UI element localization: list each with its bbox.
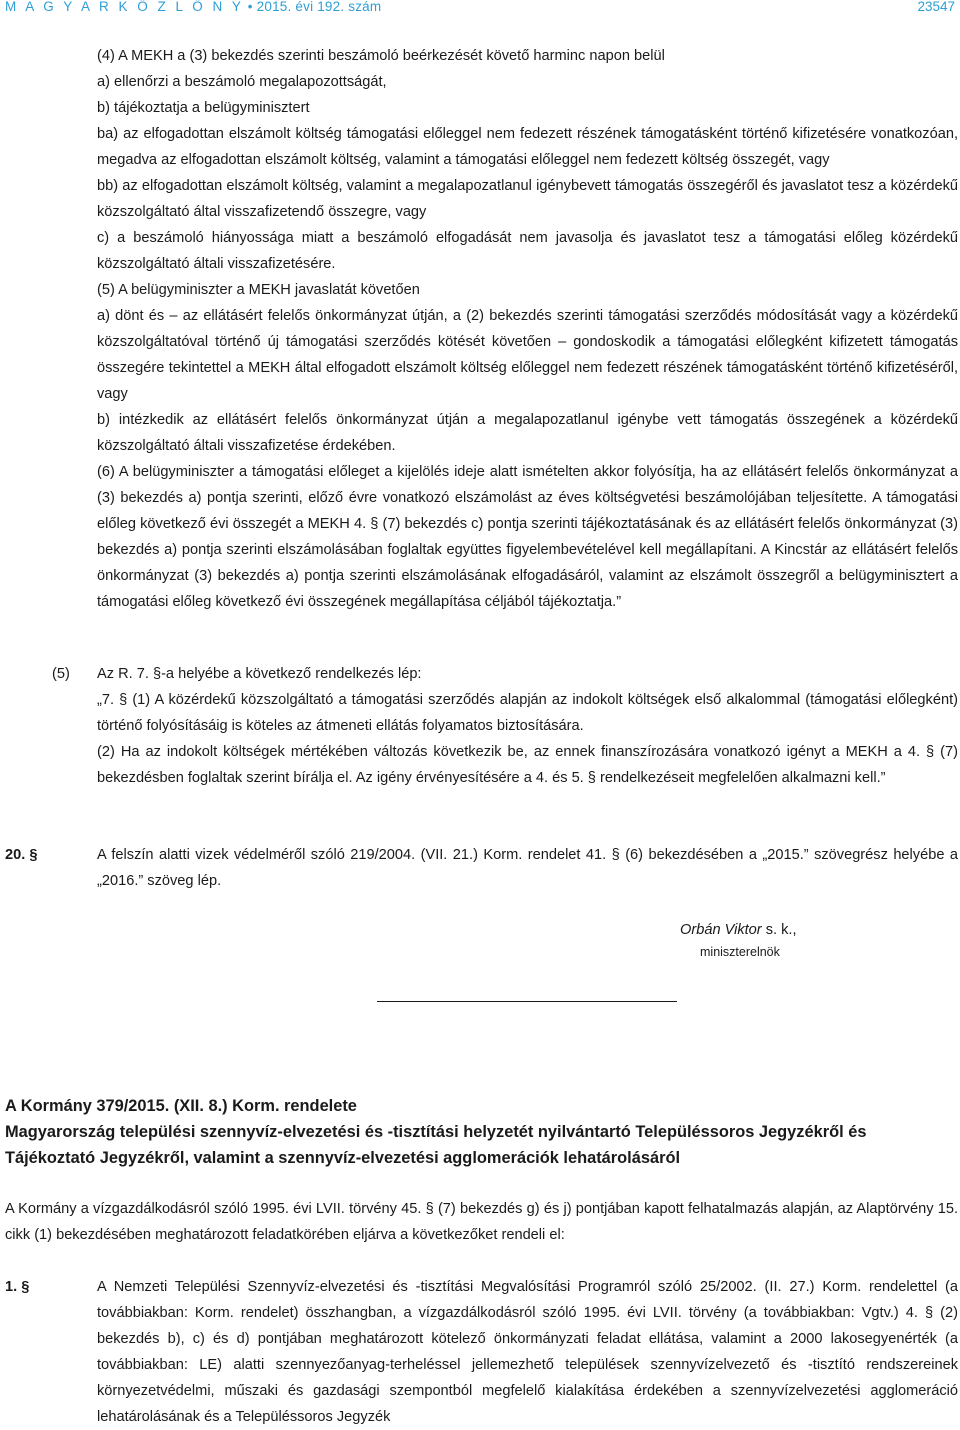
paragraph: (4) A MEKH a (3) bekezdés szerinti beszámoló beérkezését követő harminc napon belül [97,48,665,64]
article-number: 1. § [5,1279,30,1295]
decree-intro: A Kormány a vízgazdálkodásról szóló 1995. évi LVII. törvény 45. § (7) bekezdés g) és j) pontjában kapott felhatalmazás alapján, az Alaptörvény 15. cikk (1) bekezdésében meghatározott feladatkörében eljárva a következőket rendeli el: [5,1201,958,1243]
point-number: (5) [52,666,70,682]
point-5-block [97,661,958,791]
page-header [0,0,960,20]
paragraph: (6) A belügyminiszter a támogatási előleget a kijelölés ideje alatt ismételten akkor folyósítja, ha az ellátásért felelős önkormányzat a (3) bekezdés a) pontja szerinti, előző évre vonatkozó elszámolást az éves költségvetési beszámolójában teljesítette. A támogatási előleg következő évi összegét a MEKH 4. § (7) bekezdés c) pontja szerinti tájékoztatásának és az ellátásért felelős önkormányzat (3) bekezdés a) pontja szerinti elszámolásában foglaltak együttes figyelembevételével kell megállapítani. A Kincstár az ellátásért felelős önkormányzat (3) bekezdés a) pontja szerinti elszámolásának elfogadásáról, valamint az elszámolt összegről a belügyminisztert a támogatási előleg következő évi összegének megállapítása céljából tájékoztatja.” [97,464,958,610]
paragraph: c) a beszámoló hiányossága miatt a beszámoló elfogadását nem javasolja és javaslatot tesz a támogatási előleg közérdekű közszolgáltató általi visszafizetésére. [97,230,958,272]
article-text: A felszín alatti vizek védelméről szóló 219/2004. (VII. 21.) Korm. rendelet 41. § (6) bekezdésében a „2015.” szövegrész helyébe a „2016.” szöveg lép. [97,847,958,889]
paragraph: b) intézkedik az ellátásért felelős önkormányzat útján a megalapozatlanul igénybe vett támogatás összegének a közérdekű közszolgáltató általi visszafizetése érdekében. [97,412,958,454]
journal-title: M A G Y A R K Ö Z L Ö N Y [5,0,244,14]
signatory-title: miniszterelnök [700,945,780,959]
paragraph-block-4-6 [97,43,958,615]
signatory-suffix: s. k., [761,922,797,938]
paragraph: a) dönt és – az ellátásért felelős önkormányzat útján, a (2) bekezdés szerinti támogatási szerződés módosítását vagy a közérdekű közszolgáltatóval történő új támogatási szerződés kötését követően – gondoskodik a támogatási előlegként kifizetett támogatás összegére tekintettel a MEKH által elfogadott elszámolt költség előleggel nem fedezett részének támogatásként történő kifizetéséről, vagy [97,308,958,402]
journal-running-head [5,0,381,14]
separator-line [377,1001,677,1002]
issue-label: 2015. évi 192. szám [256,0,382,14]
signatory-name: Orbán Viktor [680,922,762,938]
article-number: 20. § [5,847,38,863]
decree-subtitle: Magyarország települési szennyvíz-elvezetési és -tisztítási helyzetét nyilvántartó Településsoros Jegyzékről és Tájékoztató Jegyzékről, valamint a szennyvíz-elvezetési agglomerációk lehatárolásáról [5,1123,867,1167]
article-text: A Nemzeti Települési Szennyvíz-elvezetési és -tisztítási Megvalósítási Programról szóló 25/2002. (II. 27.) Korm. rendelettel (a továbbiakban: Korm. rendelet) összhangban, a vízgazdálkodásról szóló 1995. évi LVII. törvény (a továbbiakban: Vgtv.) 4. § (2) bekezdés b), c) és d) pontjában meghatározott kötelező önkormányzati feladat ellátása, valamint a 2000 lakosegyenérték (a továbbiakban: LE) alatti szennyezőanyag-terheléssel jellemezhető települések szennyvízelvezető és -tisztító rendszereinek környezetvédelmi, műszaki és gazdasági szempontból megfelelő kialakítása érdekében a szennyvízelvezetési agglomeráció lehatárolásának és a Településsoros Jegyzék [97,1279,958,1425]
paragraph: a) ellenőrzi a beszámoló megalapozottságát, [97,74,387,90]
paragraph: ba) az elfogadottan elszámolt költség támogatási előleggel nem fedezett részének támogatásként történő kifizetésére vonatkozóan, megadva az elfogadottan elszámolt költség, valamint a támogatási előleggel nem fedezett költség összegét, vagy [97,126,958,168]
signature-block [680,920,820,962]
paragraph: „7. § (1) A közérdekű közszolgáltató a támogatási szerződés alapján az indokolt költségek első alkalommal (támogatási előlegként) történő folyósításáig is köteles az átmeneti ellátás folyamatos biztosítására. [97,692,958,734]
paragraph: Az R. 7. §-a helyébe a következő rendelkezés lép: [97,666,422,682]
paragraph: b) tájékoztatja a belügyminisztert [97,100,310,116]
paragraph: bb) az elfogadottan elszámolt költség, valamint a megalapozatlanul igénybevett támogatás összegéről és javaslatot tesz a közérdekű közszolgáltató által visszafizetendő összegre, vagy [97,178,958,220]
paragraph: (2) Ha az indokolt költségek mértékében változás következik be, az ennek finanszírozására vonatkozó igényt a MEKH a 4. § (7) bekezdésben foglaltak szerint bírálja el. Az igény érvényesítésére a 4. és 5. § rendelkezéseit megfelelően alkalmazni kell.” [97,744,958,786]
decree-title: A Kormány 379/2015. (XII. 8.) Korm. rendelete [5,1097,357,1115]
header-bullet: • [247,0,253,14]
paragraph: (5) A belügyminiszter a MEKH javaslatát követően [97,282,420,298]
page-number: 23547 [917,0,955,14]
